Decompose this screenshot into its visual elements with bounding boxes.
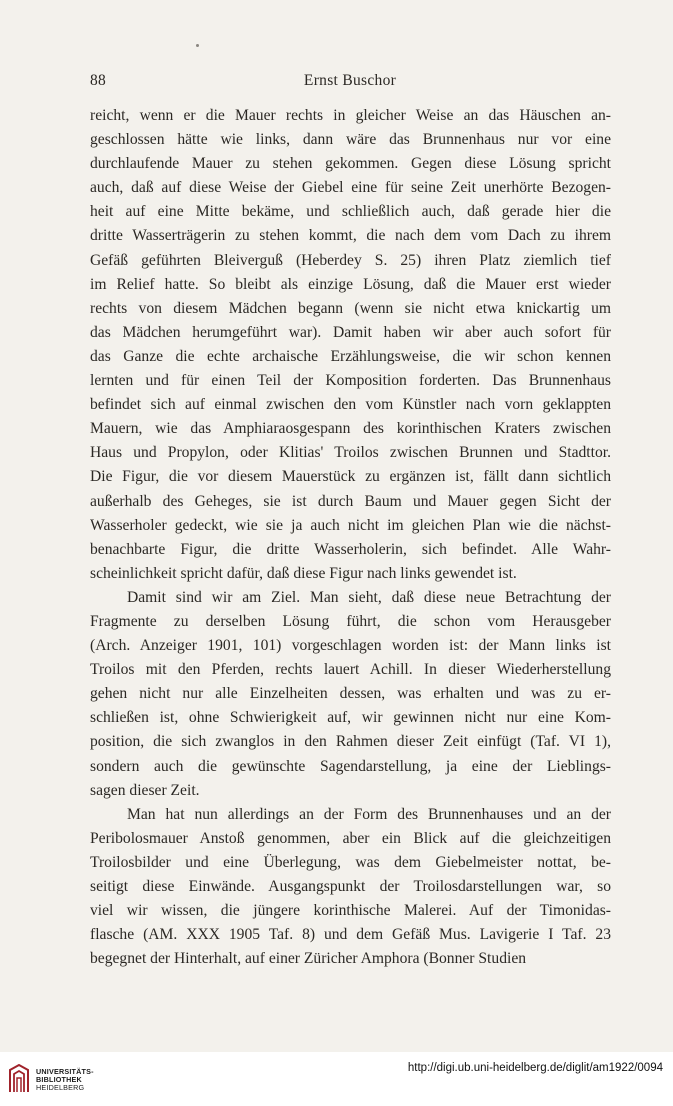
text-line: (Arch. Anzeiger 1901, 101) vorgeschlagen worden ist: der Mann links ist: [90, 637, 611, 655]
text-line: befindet sich auf einmal zwischen den vom Künstler nach vorn geklappten: [90, 396, 611, 414]
text-line: flasche (AM. XXX 1905 Taf. 8) und dem Gefäß Mus. Lavigerie I Taf. 23: [90, 926, 611, 944]
text-line: begegnet der Hinterhalt, auf einer Züricher Amphora (Bonner Studien: [90, 950, 527, 968]
text-line: seitigt diese Einwände. Ausgangspunkt der Troilosdarstellungen war, so: [90, 878, 611, 895]
text-line: auch, daß auf diese Weise der Giebel eine für seine Zeit unerhörte Bezogen-: [90, 179, 611, 197]
text-line: Fragmente zu derselben Lösung führt, die schon vom Herausgeber: [90, 612, 611, 630]
footer-bar: [0, 1052, 673, 1106]
text-line: position, die sich zwanglos in den Rahmen dieser Zeit einfügt (Taf. VI 1),: [90, 733, 611, 751]
text-line: Mauern, wie das Amphiaraosgespann des korinthischen Kraters zwischen: [90, 420, 611, 438]
text-line: geschlossen hätte wie links, dann wäre das Brunnenhaus nur vor eine: [90, 131, 611, 149]
page-number: 88: [90, 72, 107, 89]
text-line: Troilosbilder und eine Überlegung, was dem Giebelmeister nottat, be-: [90, 853, 611, 871]
library-name-line: BIBLIOTHEK: [36, 1075, 82, 1085]
text-line: Die Figur, die vor diesem Mauerstück zu ergänzen ist, fällt dann sichtlich: [90, 468, 611, 486]
text-line: lernten und für einen Teil der Komposition forderten. Das Brunnenhaus: [90, 372, 611, 390]
text-line: Troilos mit den Pferden, rechts lauert Achill. In dieser Wiederherstellung: [90, 661, 611, 679]
text-line: viel wir wissen, die jüngere korinthische Malerei. Auf der Timonidas-: [90, 902, 611, 920]
text-line: scheinlichkeit spricht dafür, daß diese Figur nach links gewendet ist.: [90, 564, 517, 582]
text-line: sondern auch die gewünschte Sagendarstellung, ja eine der Lieblings-: [90, 757, 611, 775]
paragraph: [90, 803, 611, 972]
text-line: Wasserholer gedeckt, wie sie ja auch nicht im gleichen Plan wie die nächst-: [90, 516, 611, 534]
page-header: [90, 72, 610, 92]
library-name-line: HEIDELBERG: [36, 1083, 85, 1093]
text-line: dritte Wasserträgerin zu stehen kommt, die nach dem vom Dach zu ihrem: [90, 227, 611, 245]
library-name-line: UNIVERSITÄTS-: [36, 1067, 94, 1076]
paragraph: [90, 586, 611, 803]
text-line: schließen ist, ohne Schwierigkeit auf, wir gewinnen nicht nur eine Kom-: [90, 709, 611, 727]
text-line: außerhalb des Geheges, sie ist durch Baum und Mauer gegen Sicht der: [90, 492, 611, 510]
text-line: heit auf eine Mitte bekäme, und schließlich auch, daß gerade hier die: [90, 203, 611, 221]
text-line: im Relief hatte. So bleibt als einzige Lösung, daß die Mauer erst wieder: [90, 275, 611, 293]
source-url-link[interactable]: http://digi.ub.uni-heidelberg.de/diglit/am1922/0094: [407, 1062, 663, 1074]
text-line: reicht, wenn er die Mauer rechts in gleicher Weise an das Häuschen an-: [90, 107, 611, 124]
text-line: benachbarte Figur, die dritte Wasserholerin, sich befindet. Alle Wahr-: [90, 540, 611, 558]
text-line: Peribolosmauer Anstoß genommen, aber ein Blick auf die gleichzeitigen: [90, 829, 611, 847]
text-line: Haus und Propylon, oder Klitias' Troilos zwischen Brunnen und Stadttor.: [90, 444, 611, 462]
text-line: das Mädchen herumgeführt war). Damit haben wir aber auch sofort für: [90, 323, 611, 341]
paragraph: [90, 104, 611, 586]
text-line: rechts von diesem Mädchen begann (wenn sie nicht etwa knickartig um: [90, 299, 611, 317]
text-line: Gefäß geführten Bleiverguß (Heberdey S. 25) ihren Platz ziemlich tief: [90, 251, 611, 269]
library-name: [36, 1068, 94, 1093]
text-line: sagen dieser Zeit.: [90, 781, 200, 799]
text-line: Damit sind wir am Ziel. Man sieht, daß diese neue Betrachtung der: [127, 588, 611, 606]
text-line: Man hat nun allerdings an der Form des Brunnenhauses und an der: [127, 805, 611, 823]
library-logo-icon: [8, 1064, 30, 1094]
page-speck: [196, 44, 199, 47]
text-line: durchlaufende Mauer zu stehen gekommen. Gegen diese Lösung spricht: [90, 155, 611, 173]
body-text: [90, 104, 611, 971]
running-title: Ernst Buschor: [303, 72, 397, 89]
text-line: gehen nicht nur alle Einzelheiten dessen, was erhalten und was zu er-: [90, 685, 611, 703]
text-line: das Ganze die echte archaische Erzählungsweise, die wir schon kennen: [90, 347, 611, 365]
